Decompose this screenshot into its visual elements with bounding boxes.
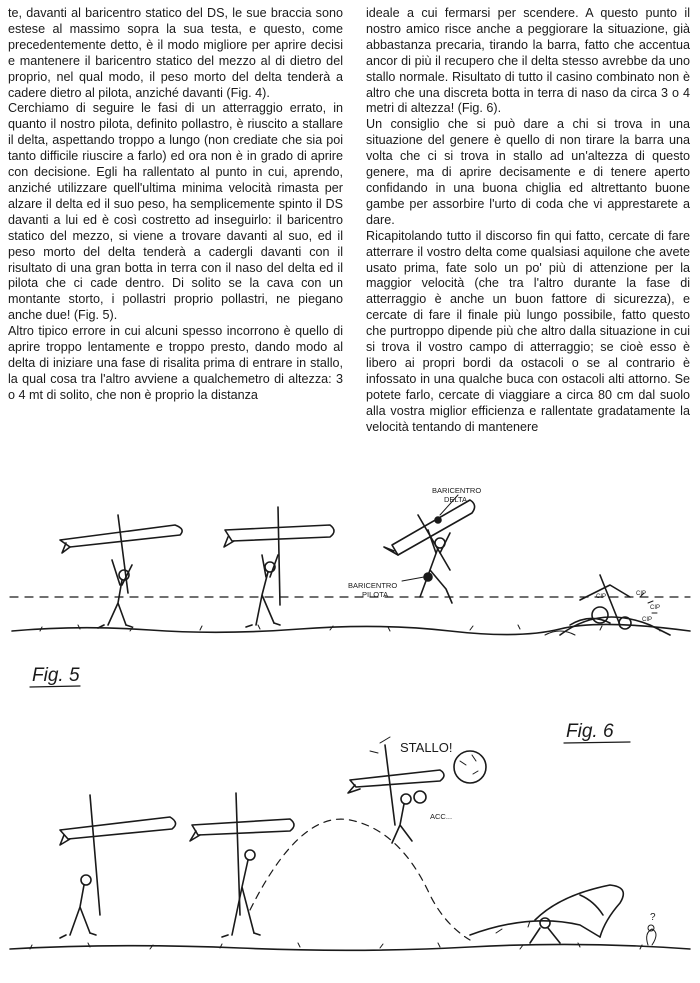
hang-glider-pilot-2 [190, 793, 294, 937]
label-baricentro-pilota-2: PILOTA [362, 590, 389, 599]
hang-glider-pilot-1 [60, 795, 176, 938]
figure-6-illustration [0, 715, 700, 983]
label-baricentro-delta-2: DELTA [444, 495, 468, 504]
label-baricentro-delta-1: BARICENTRO [432, 486, 482, 495]
paragraph: ideale a cui fermarsi per scendere. A questo punto il nostro amico risce anche a peggiorare la situazione, già abbastanza precaria, tirando la barra, fatto che accentua ancor di più il recupero che il delta stesso avrebbe da uno stallo normale. Risultato di tutto il casino combinato non è altro che una discreta botta in terra di naso da circa 3 o 4 metri di altezza! (Fig. 6). [366, 6, 690, 116]
figure-5-illustration [0, 485, 700, 710]
paragraph: Un consiglio che si può dare a chi si trova in una situazione del genere è quello di non tirare la barra una volta che ci si trova in stallo ad un'altezza di questo genere, ma di aprire decisamente e di tenere aperto confidando in una buona chiglia ed altrettanto buone gambe per assorbire l'urto di coda che vi apprestarete a dare. [366, 117, 690, 227]
question-mark: ? [650, 912, 656, 923]
sound-effect-cip: CIP [636, 591, 647, 597]
figure-caption: Fig. 6 [566, 721, 614, 742]
hang-glider-pilot-3 [384, 495, 475, 603]
paragraph: Ricapitolando tutto il discorso fin qui fatto, cercate di fare atterrare il vostro delta come qualsiasi aquilone che avete usato prima, fate solo un po' più di attenzione per la maggior velocità (che tra l'altro durante la fase di atterraggio è anche un buon fattore di sicurezza), e cercate di fare il finale più lungo possibile, fatto questo che purtroppo dipende più che altro dalla situazione in cui si trova il vostro campo di atterraggio; se cioè esso è libero ai propri bordi da ostacoli o se al contrario è infossato in una qualche buca con ostacoli alti attorno. Se potete farlo, cercate di viaggiare a circa 80 cm dal suolo alla vostra miglior efficienza e rallentate gradatamente la velocità tentando di mantenere [366, 228, 690, 434]
paragraph: Altro tipico errore in cui alcuni spesso incorrono è quello di aprire troppo lentamente e troppo presto, dando modo al delta di iniziare una fase di risalita prima di entrare in stallo, la qual cosa tra l'altro avviene a qualchemetro di altezza: 3 o 4 mt di solito, che non è proprio la distanza [8, 324, 343, 402]
sound-effect-cip: CIP [642, 617, 653, 623]
paragraph: Cerchiamo di seguire le fasi di un atterraggio errato, in quanto il nostro pilota, definito pollastro, è riuscito a stallare il delta, aspettando troppo a lungo (non crediate che sia poi tanto difficile riuscire a farlo) ed ora non è in grado di aprire con decisione. Egli ha rallentato al punto in cui, aprendo, anziché utilizzare quell'ultima minima velocità rimasta per alzare il delta ed il suo peso, ha semplicemente spinto il DS davanti a lui ed è così costretto ad inseguirlo: il baricentro statico del mezzo, si viene a trovare davanti al suo, ed il peso morto del delta tenderà a cadergli davanti con il risultato di una gran botta in terra con il naso del delta ed il pilota che ci cade dentro. Di solito se la cava con un montante storto, i pollastri proprio pollastri, ne piegano anche due! (Fig. 5). [8, 101, 343, 323]
hang-glider-pilot-2 [224, 507, 334, 627]
text-column-left [8, 6, 343, 404]
figure-caption: Fig. 5 [32, 665, 80, 686]
hang-glider-pilot-1 [60, 515, 182, 628]
text-column-right [366, 6, 690, 435]
gasp-text: ACC... [430, 812, 453, 821]
label-baricentro-pilota-1: BARICENTRO [348, 581, 398, 590]
paragraph: te, davanti al baricentro statico del DS, le sue braccia sono estese al massimo sopra la sua testa, e questo, come precedentemente detto, è il modo migliore per aprire decisi e mantenere il baricentro statico del mezzo al di dietro del proprio, nel qual modo, il peso morto del delta tenderà a cadere dietro al pilota, anziché davanti (Fig. 4). [8, 6, 343, 100]
sound-effect-cip: CIP [596, 594, 607, 600]
crashed-hang-glider [470, 885, 623, 943]
sound-effect-cip: CIP [650, 605, 661, 611]
shout-text: STALLO! [400, 740, 453, 755]
